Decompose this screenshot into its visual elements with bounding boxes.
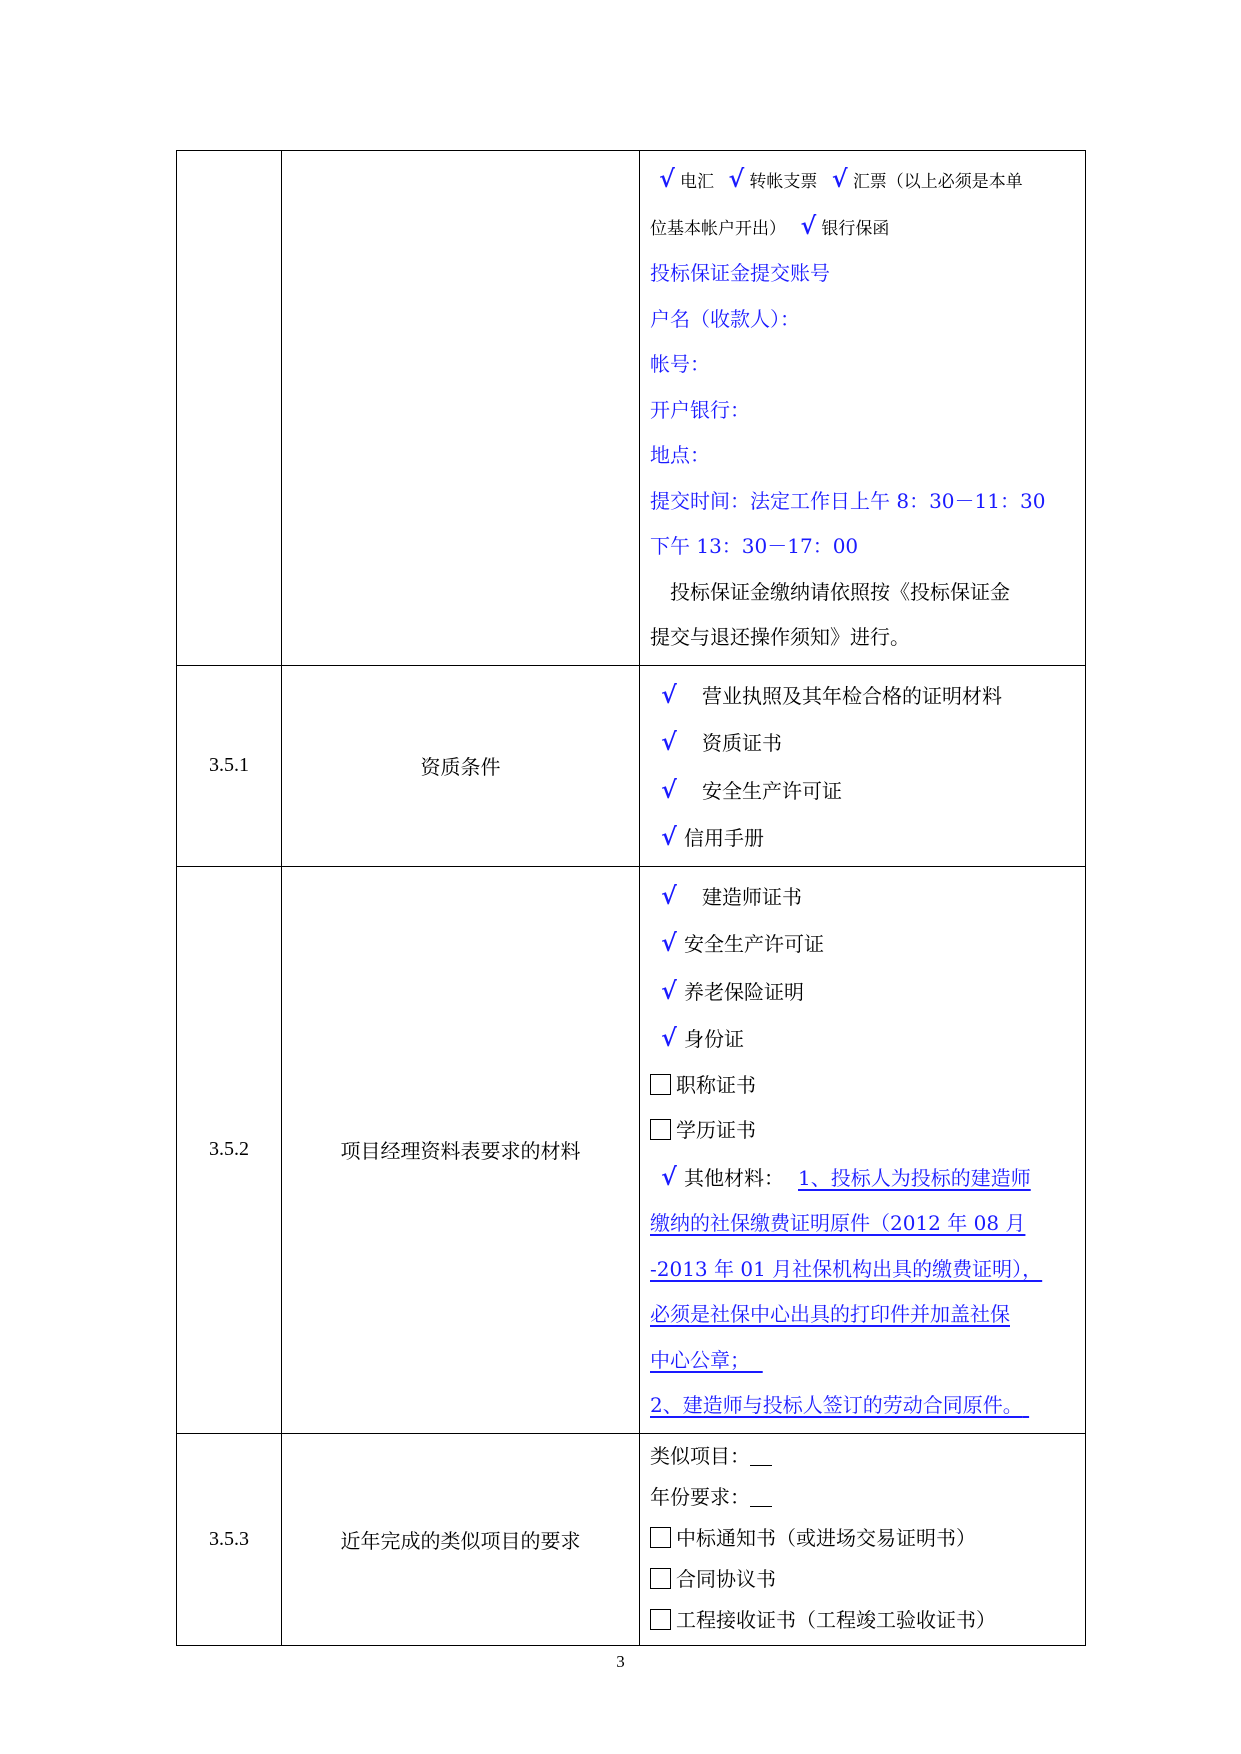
deposit-cell (640, 151, 1086, 666)
check-icon: √ (661, 928, 677, 957)
other-label: 其他材料： (684, 1165, 784, 1190)
table-row (177, 151, 1086, 666)
year-label: 年份要求： (650, 1484, 750, 1509)
other-line-4: 必须是社保中心出具的打印件并加盖社保 (650, 1302, 1010, 1326)
check-icon: √ (728, 164, 745, 193)
account-title: 投标保证金提交账号 (650, 261, 830, 285)
check-icon: √ (661, 822, 677, 851)
check-icon: √ (659, 164, 675, 193)
list-item: 信用手册 (684, 826, 764, 850)
list-item: 安全生产许可证 (702, 778, 842, 803)
row-items-cell (640, 866, 1086, 1433)
check-icon: √ (661, 1161, 677, 1191)
bank-label: 开户银行： (650, 397, 750, 422)
list-item: 建造师证书 (702, 884, 802, 909)
row-number-cell (177, 151, 282, 666)
method-cheque: 转帐支票 (749, 172, 818, 192)
similar-label: 类似项目： (650, 1443, 750, 1468)
location-label: 地点： (650, 443, 710, 467)
method-wire: 电汇 (680, 172, 714, 192)
list-item: 工程接收证书（工程竣工验收证书） (676, 1607, 996, 1632)
page-number: 3 (616, 1652, 625, 1671)
other-line-6: 2、建造师与投标人签订的劳动合同原件。 (650, 1393, 1023, 1417)
check-icon: √ (661, 727, 677, 756)
list-item: 养老保险证明 (684, 979, 804, 1004)
list-item: 合同协议书 (676, 1566, 776, 1591)
table-row (177, 665, 1086, 866)
other-line-5: 中心公章； (650, 1347, 750, 1372)
payee-label: 户名（收款人）： (650, 306, 800, 331)
method-guarantee: 银行保函 (821, 219, 890, 239)
requirements-table (176, 150, 1086, 1646)
checkbox-empty-icon (650, 1119, 671, 1140)
row-items-cell (640, 665, 1086, 866)
account-no-label: 帐号： (650, 352, 710, 376)
time-line-2: 下午 13：30－17：00 (650, 534, 859, 558)
list-item: 身份证 (684, 1027, 744, 1051)
list-item: 资质证书 (702, 731, 782, 755)
list-item: 职称证书 (676, 1072, 756, 1097)
list-item: 安全生产许可证 (684, 932, 824, 956)
blank-line (750, 1464, 772, 1466)
check-icon: √ (661, 679, 677, 709)
check-icon: √ (661, 880, 677, 910)
row-title-cell (282, 151, 640, 666)
checkbox-empty-icon (650, 1568, 671, 1589)
row-number: 3.5.2 (177, 866, 282, 1433)
other-line-2: 缴纳的社保缴费证明原件（2012 年 08 月 (650, 1211, 1026, 1235)
method-draft: 汇票（以上必须是本单 (852, 172, 1023, 192)
row-number: 3.5.1 (177, 665, 282, 866)
row-title: 项目经理资料表要求的材料 (282, 866, 640, 1433)
row-title: 资质条件 (282, 665, 640, 866)
check-icon: √ (831, 164, 848, 193)
table-row (177, 1433, 1086, 1645)
check-icon: √ (661, 975, 677, 1005)
check-icon: √ (661, 774, 677, 804)
table-row (177, 866, 1086, 1433)
checkbox-empty-icon (650, 1074, 671, 1095)
time-line-1: 提交时间：法定工作日上午 8：30－11：30 (650, 488, 1046, 513)
check-icon: √ (661, 1023, 677, 1052)
other-line-1: 1、投标人为投标的建造师 (798, 1165, 1031, 1190)
blank-line (750, 1505, 772, 1507)
check-icon: √ (800, 211, 817, 240)
note-line-1: 投标保证金缴纳请依照按《投标保证金 (670, 579, 1010, 604)
checkbox-empty-icon (650, 1609, 671, 1630)
method-draft-cont: 位基本帐户开出） (650, 219, 786, 239)
other-line-3: -2013 年 01 月社保机构出具的缴费证明）， (650, 1256, 1043, 1281)
list-item: 中标通知书（或进场交易证明书） (676, 1525, 976, 1550)
checkbox-empty-icon (650, 1527, 671, 1548)
row-number: 3.5.3 (177, 1433, 282, 1645)
list-item: 营业执照及其年检合格的证明材料 (702, 683, 1002, 708)
list-item: 学历证书 (676, 1118, 756, 1142)
row-items-cell (640, 1433, 1086, 1645)
note-line-2: 提交与退还操作须知》进行。 (650, 625, 910, 649)
row-title: 近年完成的类似项目的要求 (282, 1433, 640, 1645)
